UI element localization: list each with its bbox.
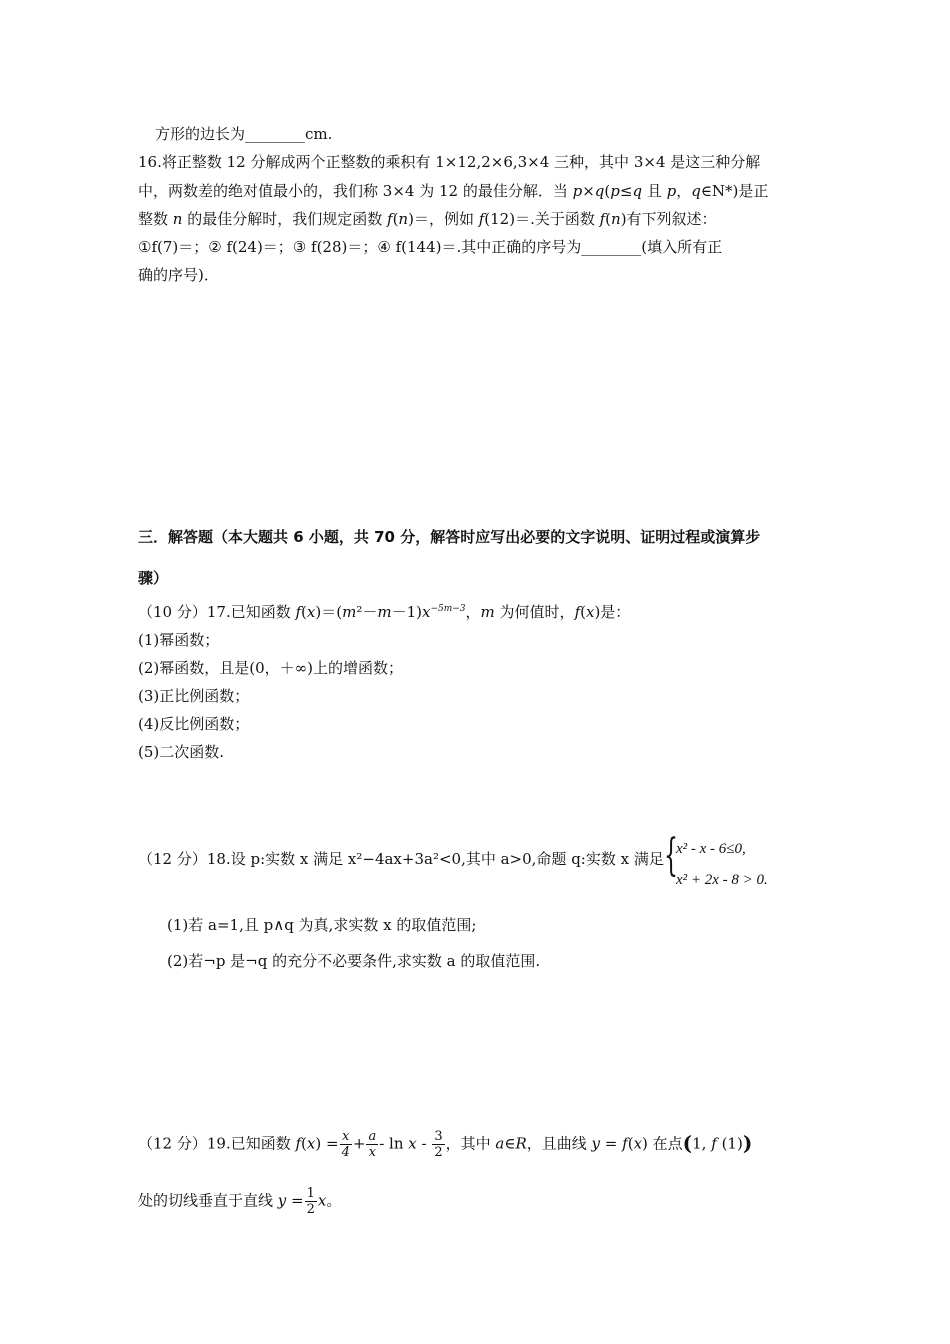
fraction-1-over-2: $\frac{1}{2}$ bbox=[306, 1186, 315, 1217]
q19-stem-line1: （12 分）19.已知函数 f(x) = $\frac{x}{4}$ + $\frac{a}{x}$ - ln x - $\frac{3}{2}$ ，其中 a∈R，且曲线 y = f(x) 在点(1, f (1)) bbox=[138, 1129, 753, 1160]
q15-tail: 方形的边长为________cm. bbox=[155, 125, 333, 143]
section3-heading-line2: 骤） bbox=[138, 569, 169, 587]
q16-line3: 整数 n 的最佳分解时，我们规定函数 f(n)＝，例如 f(12)＝.关于函数 f(n)有下列叙述： bbox=[138, 210, 717, 228]
section3-heading-line1: 三．解答题（本大题共 6 小题，共 70 分，解答时应写出必要的文字说明、证明过程或演算步 bbox=[138, 528, 761, 546]
q17-stem: （10 分）17.已知函数 $f(x)=(m^2-m-1)x^{-5m-3}$，m 为何值时，f(x)是： bbox=[138, 603, 631, 621]
q16-line1: 16.将正整数 12 分解成两个正整数的乘积有 1×12,2×6,3×4 三种，其中 3×4 是这三种分解 bbox=[138, 153, 761, 171]
fraction-3-over-2: $\frac{3}{2}$ bbox=[434, 1129, 443, 1160]
q16-line2: 中，两数差的绝对值最小的，我们称 3×4 为 12 的最佳分解．当 p×q(p≤q 且 p，q∈N*)是正 bbox=[138, 182, 769, 200]
q17-item-2: (2)幂函数，且是(0，＋∞)上的增函数； bbox=[138, 659, 403, 677]
fraction-a-over-x: $\frac{a}{x}$ bbox=[368, 1129, 377, 1160]
q16-line4: ①f(7)＝；② f(24)＝；③ f(28)＝；④ f(144)＝.其中正确的序号为________(填入所有正 bbox=[138, 238, 723, 256]
fraction-x-over-4: $\frac{x}{4}$ bbox=[341, 1129, 350, 1160]
q18-system-line2: x² + 2x - 8 > 0. bbox=[676, 872, 768, 888]
q18-system-brace: { bbox=[664, 830, 678, 881]
q19-stem-line2: 处的切线垂直于直线 y = $\frac{1}{2}$ x。 bbox=[138, 1186, 342, 1217]
q17-item-3: (3)正比例函数； bbox=[138, 687, 250, 705]
q17-item-5: (5)二次函数. bbox=[138, 743, 225, 761]
q17-item-4: (4)反比例函数； bbox=[138, 715, 250, 733]
q18-system-line1: x² - x - 6≤0, bbox=[676, 841, 746, 857]
q17-item-1: (1)幂函数； bbox=[138, 631, 220, 649]
q18-stem: （12 分）18.设 p:实数 x 满足 x²−4ax+3a²<0,其中 a>0,命题 q:实数 x 满足 bbox=[138, 850, 664, 868]
q16-line5: 确的序号)． bbox=[138, 266, 219, 284]
q18-item-2: (2)若¬p 是¬q 的充分不必要条件,求实数 a 的取值范围. bbox=[167, 952, 541, 970]
q18-item-1: (1)若 a=1,且 p∧q 为真,求实数 x 的取值范围; bbox=[167, 916, 477, 934]
